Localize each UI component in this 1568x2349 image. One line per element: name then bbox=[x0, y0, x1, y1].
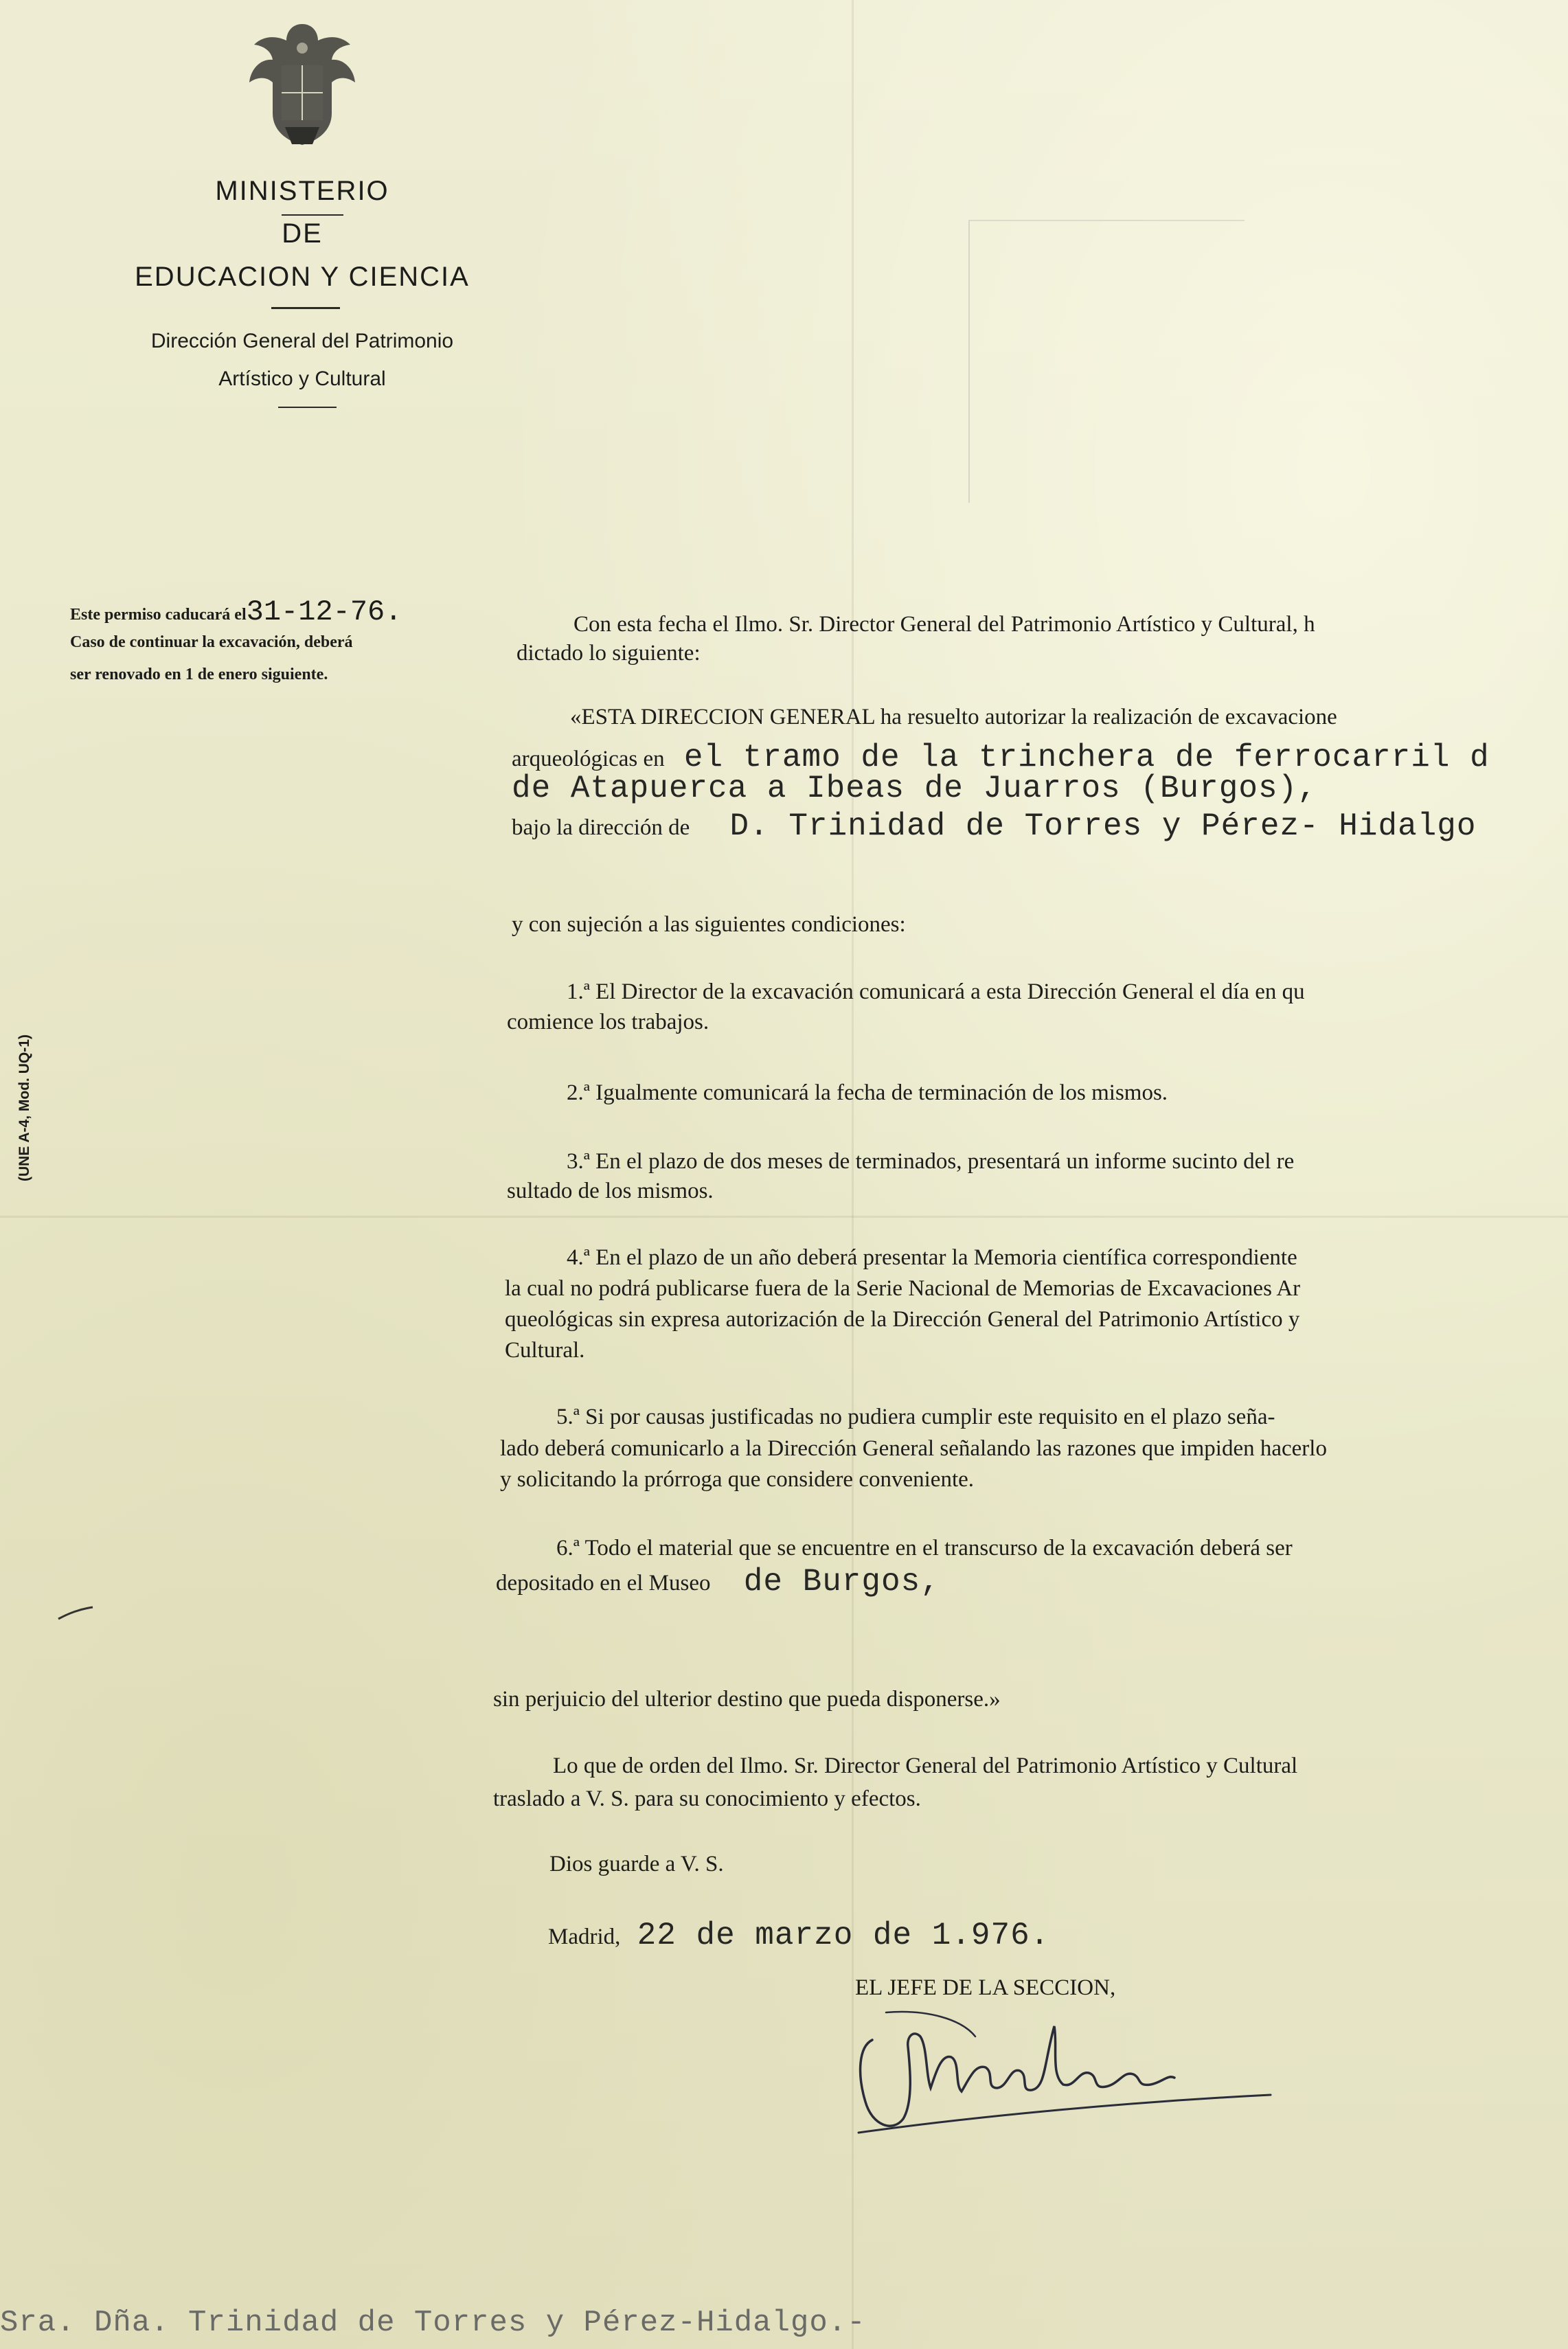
validity-line2: Caso de continuar la excavación, deberá bbox=[70, 633, 353, 651]
place: Madrid, bbox=[548, 1925, 621, 1949]
condition-4-line4: Cultural. bbox=[505, 1338, 585, 1363]
condition-2-line1: 2.ª Igualmente comunicará la fecha de terminación de los mismos. bbox=[567, 1080, 1168, 1105]
condition-5-line3: y solicitando la prórroga que considere conveniente. bbox=[500, 1467, 975, 1492]
condition-6-line1: 6.ª Todo el material que se encuentre en el transcurso de la excavación deberá ser bbox=[556, 1536, 1293, 1561]
condition-1-line2: comience los trabajos. bbox=[507, 1010, 709, 1034]
condition-3-line1: 3.ª En el plazo de dos meses de terminados, presentará un informe sucinto del re bbox=[567, 1149, 1295, 1174]
resolution-line2 bbox=[512, 742, 1490, 773]
direction-general-line2: Artístico y Cultural bbox=[218, 367, 386, 390]
director-prefix: bajo la dirección de bbox=[512, 815, 690, 840]
conditions-intro: y con sujeción a las siguientes condiciones: bbox=[512, 912, 906, 937]
condition-1-line1: 1.ª El Director de la excavación comunicará a esta Dirección General el día en qu bbox=[567, 979, 1305, 1004]
excavation-site-line2: de Atapuerca a Ibeas de Juarros (Burgos), bbox=[512, 771, 1317, 806]
condition-4-line1: 4.ª En el plazo de un año deberá presentar la Memoria científica correspondiente bbox=[567, 1245, 1297, 1270]
ministry-name-line3: EDUCACION Y CIENCIA bbox=[135, 262, 470, 292]
form-code-note: (UNE A-4, Mod. UQ-1) bbox=[16, 1034, 32, 1181]
museum-name: de Burgos, bbox=[743, 1564, 940, 1600]
greeting: Dios guarde a V. S. bbox=[549, 1852, 724, 1876]
margin-pen-mark bbox=[55, 1604, 96, 1624]
handwritten-signature bbox=[845, 1999, 1284, 2150]
expiry-date: 31-12-76. bbox=[246, 595, 402, 628]
condition-4-line2: la cual no podrá publicarse fuera de la Serie Nacional de Memorias de Excavaciones Ar bbox=[505, 1276, 1301, 1301]
director-name: D. Trinidad de Torres y Pérez- Hidalgo bbox=[729, 808, 1477, 844]
director-line bbox=[512, 810, 1477, 842]
condition-5-line2: lado deberá comunicarlo a la Dirección General señalando las razones que impiden hacerlo bbox=[500, 1436, 1327, 1461]
direction-general-line1: Dirección General del Patrimonio bbox=[150, 330, 454, 352]
museum-prefix: depositado en el Museo bbox=[496, 1571, 711, 1596]
condition-6-line2 bbox=[496, 1566, 940, 1598]
ministry-name-line2: DE bbox=[282, 218, 323, 249]
intro-line1: Con esta fecha el Ilmo. Sr. Director General del Patrimonio Artístico y Cultural, h bbox=[573, 612, 1315, 637]
excavation-site-line1: el tramo de la trinchera de ferrocarril d bbox=[683, 740, 1490, 775]
paper-fold-vertical bbox=[852, 0, 854, 2349]
header-rule-bottom bbox=[278, 407, 337, 408]
paper-fold-horizontal bbox=[0, 1216, 1568, 1218]
validity-prefix: Este permiso caducará el bbox=[70, 606, 247, 624]
intro-line2: dictado lo siguiente: bbox=[516, 641, 701, 666]
date-line bbox=[548, 1920, 1049, 1951]
transfer-line2: traslado a V. S. para su conocimiento y efectos. bbox=[493, 1786, 921, 1811]
ministry-name-line1: MINISTERIO bbox=[215, 176, 389, 206]
signature-title: EL JEFE DE LA SECCION, bbox=[855, 1975, 1116, 2000]
recipient-name: Sra. Dña. Trinidad de Torres y Pérez-Hidalgo.- bbox=[0, 2306, 866, 2340]
validity-line3: ser renovado en 1 de enero siguiente. bbox=[70, 666, 328, 683]
condition-3-line2: sultado de los mismos. bbox=[507, 1179, 714, 1203]
condition-5-line1: 5.ª Si por causas justificadas no pudiera cumplir este requisito en el plazo seña- bbox=[556, 1405, 1275, 1429]
faded-stamp bbox=[968, 220, 1245, 503]
issue-date: 22 de marzo de 1.976. bbox=[637, 1918, 1050, 1953]
closing-clause: sin perjuicio del ulterior destino que pueda disponerse.» bbox=[493, 1687, 1001, 1712]
header-rule-middle bbox=[271, 307, 340, 309]
resolution-line1: «ESTA DIRECCION GENERAL ha resuelto autorizar la realización de excavacione bbox=[570, 705, 1337, 729]
coat-of-arms-emblem bbox=[244, 17, 361, 155]
header-rule-top bbox=[282, 214, 343, 216]
resolution-prefix: arqueológicas en bbox=[512, 747, 665, 771]
transfer-line1: Lo que de orden del Ilmo. Sr. Director General del Patrimonio Artístico y Cultural bbox=[553, 1754, 1298, 1778]
condition-4-line3: queológicas sin expresa autorización de la Dirección General del Patrimonio Artístico y bbox=[505, 1307, 1300, 1332]
validity-line1 bbox=[70, 595, 402, 628]
